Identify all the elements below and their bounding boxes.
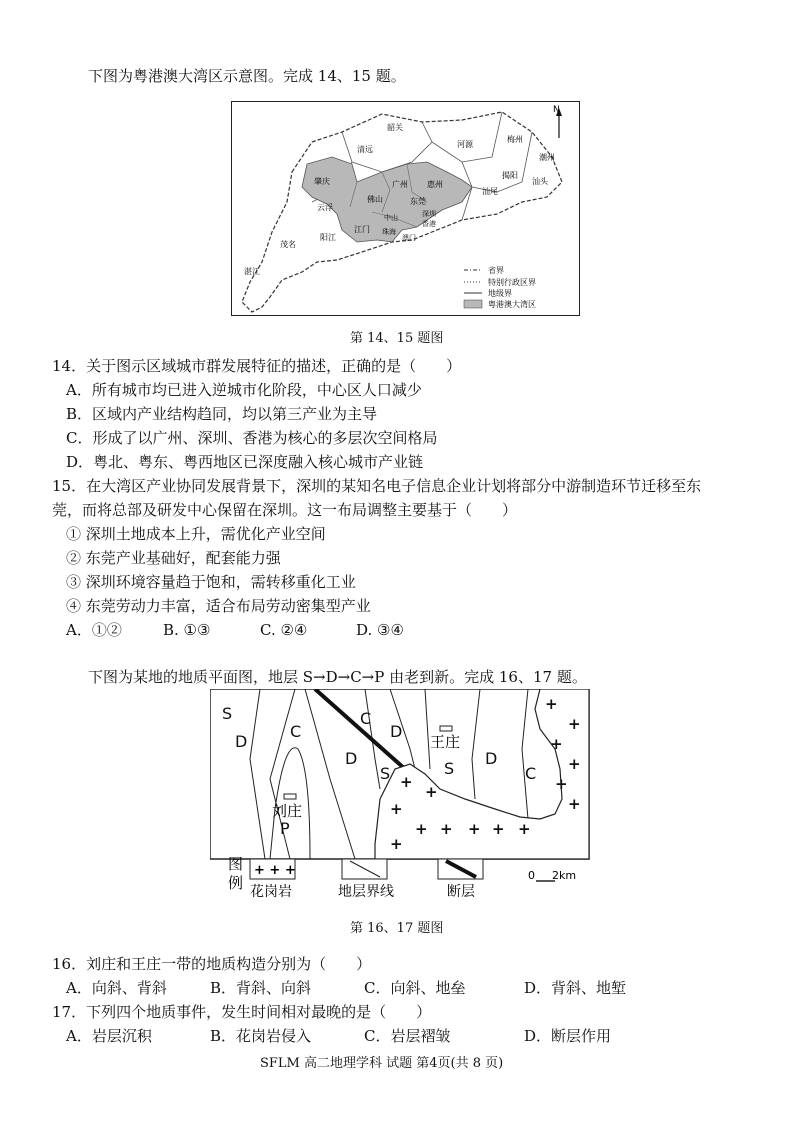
question-17-option-a[interactable]: A．岩层沉积	[66, 1027, 152, 1045]
question-16-option-b[interactable]: B．背斜、向斜	[210, 979, 312, 997]
question-14-option-c[interactable]: C．形成了以广州、深圳、香港为核心的多层次空间格局	[66, 429, 438, 447]
page-footer: SFLM 高二地理学科 试题 第4页(共 8 页)	[260, 1056, 504, 1071]
city-label: 惠州	[427, 180, 443, 189]
village-marker-icon	[284, 794, 296, 799]
city-label: 澳门	[402, 234, 416, 242]
intro-text: 下图为某地的地质平面图，地层 S→D→C→P 由老到新。完成 16、17 题。	[88, 668, 587, 686]
question-15-option-d[interactable]: D. ③④	[356, 621, 404, 639]
question-15-option-c[interactable]: C. ②④	[260, 621, 308, 639]
question-15-item: ③ 深圳环境容量趋于饱和，需转移重化工业	[66, 573, 356, 591]
question-14-stem: 14．关于图示区域城市群发展特征的描述，正确的是（ ）	[52, 357, 462, 375]
village-label: 王庄	[430, 733, 461, 751]
city-label: 梅州	[507, 135, 523, 144]
svg-text:+: +	[568, 715, 581, 733]
city-label: 河源	[457, 140, 473, 149]
legend-label: 粤港澳大湾区	[488, 300, 536, 309]
svg-text:+: +	[550, 735, 563, 753]
question-15-option-a[interactable]: A．①②	[66, 621, 122, 639]
svg-text:+: +	[425, 783, 438, 801]
legend-title: 图	[228, 855, 244, 873]
svg-text:+: +	[390, 835, 403, 853]
question-14-option-b[interactable]: B．区域内产业结构趋同，均以第三产业为主导	[66, 405, 378, 423]
question-16-option-c[interactable]: C．向斜、地垒	[364, 979, 466, 997]
legend-label: 花岗岩	[250, 884, 292, 900]
city-label: 肇庆	[314, 177, 330, 186]
svg-text:+: +	[400, 773, 413, 791]
geology-map	[210, 689, 590, 902]
city-label: 潮州	[539, 153, 555, 162]
strata-label: D	[485, 749, 498, 768]
strata-label: D	[390, 722, 403, 741]
city-label: 云浮	[317, 203, 333, 212]
question-15-stem-cont: 莞，而将总部及研发中心保留在深圳。这一布局调整主要基于（ ）	[52, 501, 518, 519]
legend-title: 例	[228, 874, 244, 892]
question-17-option-c[interactable]: C．岩层褶皱	[364, 1027, 451, 1045]
svg-text:+: +	[440, 820, 453, 838]
svg-text:+: +	[468, 820, 481, 838]
strata-label: D	[345, 749, 358, 768]
strata-label: S	[222, 704, 233, 723]
question-16-stem: 16．刘庄和王庄一带的地质构造分别为（ ）	[52, 955, 372, 973]
question-17-stem: 17．下列四个地质事件，发生时间相对最晚的是（ ）	[52, 1003, 432, 1021]
north-label: N	[553, 105, 560, 115]
question-17-option-b[interactable]: B．花岗岩侵入	[210, 1027, 312, 1045]
figure-caption: 第 14、15 题图	[350, 331, 444, 346]
legend-bay-swatch	[464, 300, 482, 308]
strata-label: P	[280, 819, 290, 838]
question-15-option-b[interactable]: B. ①③	[163, 621, 211, 639]
legend-label: 地层界线	[338, 884, 394, 900]
question-15-item: ① 深圳土地成本上升，需优化产业空间	[66, 525, 326, 543]
svg-text:+: +	[568, 795, 581, 813]
question-15-item: ④ 东莞劳动力丰富，适合布局劳动密集型产业	[66, 597, 371, 615]
village-label: 刘庄	[272, 802, 303, 820]
city-label: 中山	[384, 214, 398, 222]
scale-zero: 0	[528, 869, 535, 882]
svg-text:+: +	[545, 695, 558, 713]
city-label: 汕尾	[482, 187, 498, 196]
question-16-option-a[interactable]: A．向斜、背斜	[66, 979, 167, 997]
city-label: 清远	[357, 145, 373, 154]
svg-text:+: +	[555, 775, 568, 793]
city-label: 珠海	[382, 228, 396, 236]
city-label: 汕头	[532, 177, 548, 186]
city-label: 揭阳	[502, 171, 518, 180]
question-16-option-d[interactable]: D．背斜、地堑	[524, 979, 627, 997]
question-15-stem: 15．在大湾区产业协同发展背景下，深圳的某知名电子信息企业计划将部分中游制造环节迁移至东	[52, 477, 702, 495]
svg-text:+: +	[568, 755, 581, 773]
legend-label: 地级界	[488, 289, 512, 298]
city-label: 东莞	[410, 197, 426, 206]
scale-unit: 2km	[552, 869, 577, 882]
city-label: 佛山	[367, 195, 383, 204]
geology-map-svg	[210, 689, 590, 902]
strata-label: C	[290, 722, 302, 741]
figure-caption: 第 16、17 题图	[350, 921, 444, 936]
legend-label: 省界	[488, 266, 504, 275]
strata-label: S	[380, 764, 391, 783]
city-label: 江门	[354, 225, 370, 234]
city-label: 湛江	[244, 267, 260, 276]
svg-text:+: +	[492, 820, 505, 838]
village-marker-icon	[440, 726, 452, 731]
city-label: 韶关	[387, 123, 403, 132]
strata-label: C	[360, 709, 372, 728]
strata-label: C	[525, 764, 537, 783]
strata-label: S	[444, 759, 455, 778]
svg-text:+: +	[415, 820, 428, 838]
bay-area-map-svg	[232, 102, 579, 315]
svg-text:+: +	[518, 820, 531, 838]
city-label: 香港	[422, 220, 436, 228]
question-15-item: ② 东莞产业基础好，配套能力强	[66, 549, 281, 567]
strata-label: D	[235, 732, 248, 751]
svg-text:+: +	[390, 800, 403, 818]
intro-text: 下图为粤港澳大湾区示意图。完成 14、15 题。	[88, 67, 406, 85]
city-label: 广州	[392, 180, 408, 189]
legend-label: 断层	[447, 884, 475, 900]
bay-area-map	[231, 101, 580, 316]
city-label: 阳江	[320, 233, 336, 242]
legend-label: 特别行政区界	[488, 278, 536, 287]
question-14-option-d[interactable]: D．粤北、粤东、粤西地区已深度融入核心城市产业链	[66, 453, 424, 471]
city-label: 深圳	[422, 210, 436, 218]
city-label: 茂名	[280, 240, 296, 249]
legend-granite-plus: + + +	[254, 863, 296, 878]
question-17-option-d[interactable]: D．断层作用	[524, 1027, 612, 1045]
question-14-option-a[interactable]: A．所有城市均已进入逆城市化阶段，中心区人口减少	[66, 381, 422, 399]
